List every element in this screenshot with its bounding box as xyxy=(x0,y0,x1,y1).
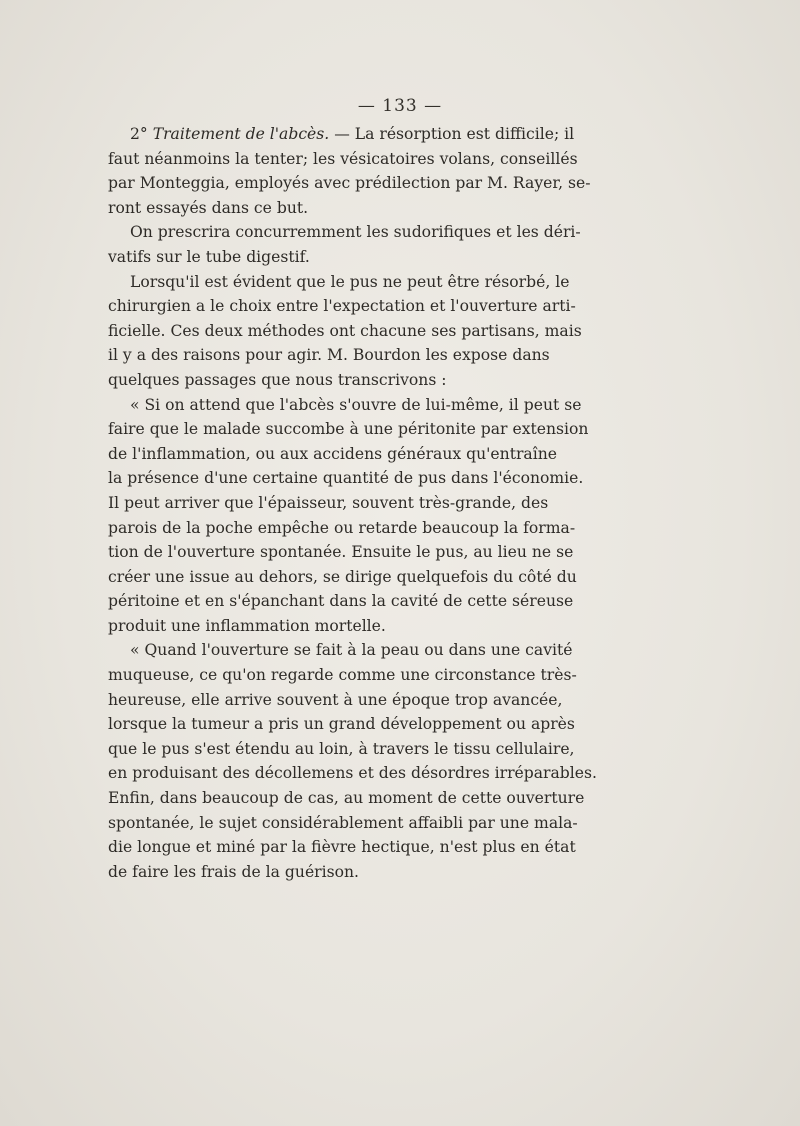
text-line: On prescrira concurremment les sudorifiques et les déri- xyxy=(130,223,581,242)
text-line: par Monteggia, employés avec prédilection par M. Rayer, se- xyxy=(108,174,591,193)
page-number: — 133 — xyxy=(357,96,443,116)
text-line: lorsque la tumeur a pris un grand développement ou après xyxy=(108,715,575,734)
section-title: Traitement de l'abcès. xyxy=(152,125,330,143)
text-line: de faire les frais de la guérison. xyxy=(108,862,359,881)
text-line: tion de l'ouverture spontanée. Ensuite le pus, au lieu ne se xyxy=(108,543,574,562)
text-line: ront essayés dans ce but. xyxy=(108,198,309,217)
text-line: spontanée, le sujet considérablement affaibli par une mala- xyxy=(108,813,578,832)
section-heading-line xyxy=(108,122,575,147)
text-line: créer une issue au dehors, se dirige quelquefois du côté du xyxy=(108,567,577,586)
text-line: Lorsqu'il est évident que le pus ne peut être résorbé, le xyxy=(130,272,570,291)
text-lines xyxy=(108,147,597,885)
text-line: heureuse, elle arrive souvent à une époque trop avancée, xyxy=(108,690,563,709)
text-line: ficielle. Ces deux méthodes ont chacune ses partisans, mais xyxy=(108,321,582,340)
text-line: chirurgien a le choix entre l'expectation et l'ouverture arti- xyxy=(108,297,576,316)
text-line: péritoine et en s'épanchant dans la cavité de cette séreuse xyxy=(108,592,574,611)
body-text xyxy=(108,122,597,884)
text-line: muqueuse, ce qu'on regarde comme une circonstance très- xyxy=(108,666,577,685)
text-line: Il peut arriver que l'épaisseur, souvent très-grande, des xyxy=(108,493,549,512)
text-line: il y a des raisons pour agir. M. Bourdon les expose dans xyxy=(108,346,550,365)
section-number: 2° xyxy=(130,125,148,143)
text-line: quelques passages que nous transcrivons : xyxy=(108,370,447,389)
text-line: faire que le malade succombe à une péritonite par extension xyxy=(108,420,589,439)
text-line: en produisant des décollemens et des désordres irréparables. xyxy=(108,764,597,783)
text-line: « Si on attend que l'abcès s'ouvre de lui-même, il peut se xyxy=(130,395,582,414)
text-line: parois de la poche empêche ou retarde beaucoup la forma- xyxy=(108,518,576,537)
text-line: la présence d'une certaine quantité de pus dans l'économie. xyxy=(108,469,584,488)
text-line: de l'inflammation, ou aux accidens généraux qu'entraîne xyxy=(108,444,557,463)
text-line: vatifs sur le tube digestif. xyxy=(108,247,310,266)
text-line: die longue et miné par la fièvre hectique, n'est plus en état xyxy=(108,838,576,857)
section-heading-rest: — La résorption est difficile; il xyxy=(329,125,575,143)
text-line: Enfin, dans beaucoup de cas, au moment de cette ouverture xyxy=(108,789,585,808)
text-line: produit une inflammation mortelle. xyxy=(108,616,386,635)
text-line: « Quand l'ouverture se fait à la peau ou dans une cavité xyxy=(130,641,573,660)
text-line: que le pus s'est étendu au loin, à travers le tissu cellulaire, xyxy=(108,739,575,758)
text-line: faut néanmoins la tenter; les vésicatoires volans, conseillés xyxy=(108,149,578,168)
